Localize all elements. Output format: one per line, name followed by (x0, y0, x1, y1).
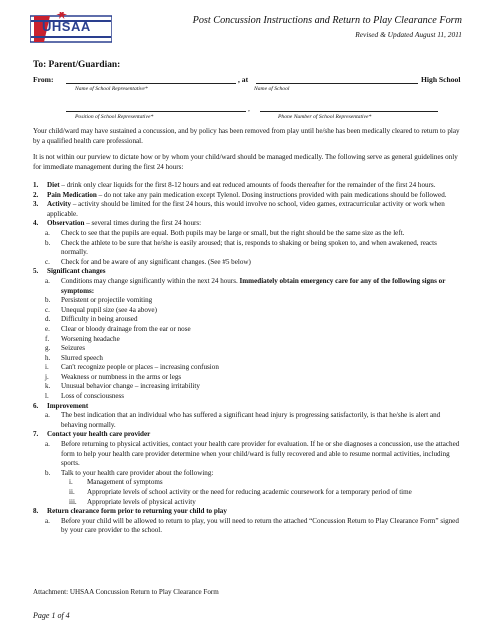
sub-item: b. Check the athlete to be sure that he/she is easily aroused; that is, responds to shaking or being spoken to, and when awakened, reacts normally. (45, 238, 437, 257)
sub-item: a. Conditions may change significantly within the next 24 hours. Immediately obtain emergency care for any of the following signs or symptoms: (45, 276, 446, 295)
list-item: 6. Improvement (33, 401, 89, 410)
sub-item: e. Clear or bloody drainage from the ear or nose (45, 324, 191, 333)
roman-item: ii. Appropriate levels of school activity or the need for reducing academic coursework for a temporary period of time (69, 488, 412, 496)
intro-paragraph-1: Your child/ward may have sustained a concussion, and by policy has been removed from play until he/she has been medically cleared to return to play by a qualified health care professional. (33, 127, 460, 145)
comma: , (248, 104, 250, 113)
school-name-line[interactable] (256, 75, 418, 84)
sub-item: a. Check to see that the pupils are equal. Both pupils may be large or small, but the right should be the same size as the left. (45, 228, 405, 237)
roman-item: i. Management of symptoms (69, 478, 163, 487)
phone-line[interactable] (260, 103, 438, 112)
sub-item: a. Before your child will be allowed to return to play, you will need to return the attached “Concussion Return to Play Clearance Form” signed by your care provider to the school. (45, 516, 459, 535)
sub-item: g. Seizures (45, 344, 86, 353)
position-line[interactable] (66, 103, 246, 112)
school-name-caption: Name of School (254, 86, 290, 92)
list-item: 3. Activity – activity should be limited for the first 24 hours, this would involve no school, video games, extracurricular activity or work when applicable. (33, 200, 445, 218)
from-label: From: (33, 75, 54, 84)
greeting: To: Parent/Guardian: (33, 60, 121, 70)
sub-item: d. Difficulty in being aroused (45, 315, 138, 324)
rep-name-caption: Name of School Representative* (75, 86, 148, 92)
revision-date: Revised & Updated August 11, 2011 (355, 30, 462, 39)
sub-item: j. Weakness or numbness in the arms or legs (45, 372, 182, 381)
sub-item: b. Talk to your health care provider about the following: (45, 468, 214, 477)
phone-caption: Phone Number of School Representative* (278, 114, 372, 120)
sub-item: c. Unequal pupil size (see 4a above) (45, 305, 157, 314)
logo-text: UHSAA (42, 19, 91, 34)
list-item: 4. Observation – several times during the first 24 hours: (33, 219, 202, 228)
sub-item: a. The best indication that an individual who has suffered a significant head injury is progressing satisfactorily, is that he/she is alert and behaving normally. (45, 411, 441, 429)
list-item: 8. Return clearance form prior to returning your child to play (33, 507, 227, 516)
page-number: Page 1 of 4 (33, 611, 70, 620)
intro-paragraph-2: It is not within our purview to dictate how or by whom your child/ward should be managed medically. The following serve as general guidelines only for immediate management during the first 24 hours: (33, 153, 458, 171)
position-caption: Position of School Representative* (75, 114, 154, 120)
sub-item: h. Slurred speech (45, 353, 103, 362)
sub-item: k. Unusual behavior change – increasing irritability (45, 382, 200, 391)
list-item: 7. Contact your health care provider (33, 430, 151, 439)
list-item: 5. Significant changes (33, 267, 106, 276)
list-item: 2. Pain Medication – do not take any pain medication except Tylenol. Dosing instructions provided with pain medications should be followed. (33, 190, 447, 199)
attachment-note: Attachment: UHSAA Concussion Return to Play Clearance Form (33, 588, 219, 596)
document-title: Post Concussion Instructions and Return to Play Clearance Form (192, 15, 462, 26)
high-school-label: High School (421, 75, 461, 84)
sub-item: a. Before returning to physical activities, contact your health care provider for evaluation. If he or she diagnoses a concussion, use the attached form to help your health care provider determine when your child/ward is fully recovered and able to resume normal activities, including sports. (45, 440, 460, 468)
sub-item: l. Loss of consciousness (45, 392, 125, 401)
sub-item: f. Worsening headache (45, 334, 120, 343)
rep-name-line[interactable] (66, 75, 236, 84)
sub-item: b. Persistent or projectile vomiting (45, 296, 153, 305)
list-item: 1. Diet – drink only clear liquids for the first 8-12 hours and eat reduced amounts of foods thereafter for the remainder of the first 24 hours. (33, 181, 436, 189)
sub-item: c. Check for and be aware of any significant changes. (See #5 below) (45, 257, 251, 266)
roman-item: iii. Appropriate levels of physical activity (69, 497, 196, 506)
at-label: , at (238, 75, 249, 84)
sub-item: i. Can't recognize people or places – increasing confusion (45, 363, 219, 372)
instruction-list (33, 181, 463, 536)
